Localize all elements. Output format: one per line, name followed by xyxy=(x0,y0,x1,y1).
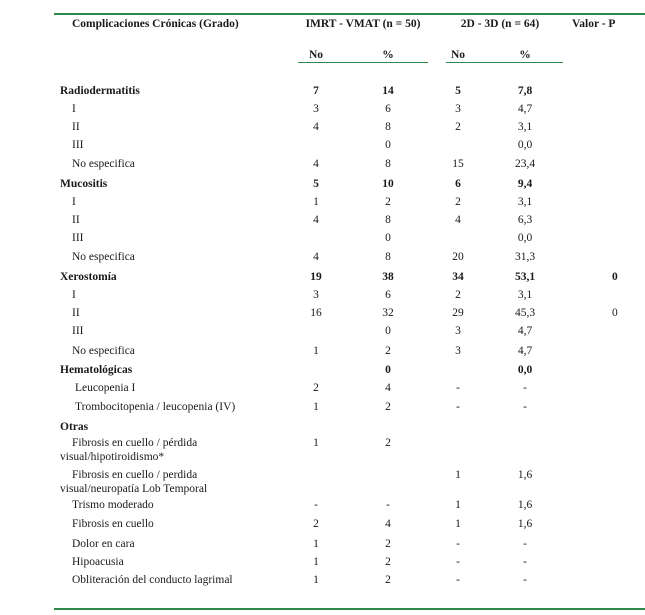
cell-c4: - xyxy=(523,574,527,586)
row-label: III xyxy=(72,232,84,244)
cell-c4: 23,4 xyxy=(514,158,536,170)
cell-c2: - xyxy=(386,499,390,511)
row-label: Leucopenia I xyxy=(75,382,136,394)
cell-c1: 1 xyxy=(313,196,319,208)
cell-c4: 45,3 xyxy=(514,307,536,319)
cell-c4: 4,7 xyxy=(517,103,533,115)
row-label: Hematológicas xyxy=(60,364,133,376)
row-label: Radiodermatitis xyxy=(60,85,140,97)
cell-c3: 2 xyxy=(455,196,461,208)
row-label: III xyxy=(72,325,84,337)
cell-c2: 2 xyxy=(385,345,391,357)
row-label: Trombocitopenia / leucopenia (IV) xyxy=(75,401,236,413)
cell-c4: 7,8 xyxy=(517,85,533,97)
cell-c4: 0,0 xyxy=(517,232,533,244)
table-bottom-rule xyxy=(54,608,645,610)
row-label: Fibrosis en cuello xyxy=(72,518,154,530)
row-label: Xerostomía xyxy=(60,271,117,283)
row-label: No especifica xyxy=(72,158,135,170)
cell-c1: 1 xyxy=(313,437,319,449)
cell-c3: 1 xyxy=(455,518,461,530)
cell-c4: 0,0 xyxy=(517,139,533,151)
header-complications: Complicaciones Crónicas (Grado) xyxy=(72,18,239,30)
cell-c3: 5 xyxy=(455,85,461,97)
cell-c3: - xyxy=(456,538,460,550)
row-label: Otras xyxy=(60,421,89,433)
cell-c3: 34 xyxy=(452,271,464,283)
cell-c3: 1 xyxy=(455,499,461,511)
header-imrt-vmat: IMRT - VMAT (n = 50) xyxy=(305,18,421,30)
row-label: II xyxy=(72,121,80,133)
row-label: I xyxy=(72,289,76,301)
row-label: Trismo moderado xyxy=(72,499,154,511)
cell-c2: 2 xyxy=(385,437,391,449)
subheader-pct-imrt: % xyxy=(382,49,394,61)
cell-c3: 2 xyxy=(455,289,461,301)
cell-c4: - xyxy=(523,382,527,394)
cell-c3: 3 xyxy=(455,325,461,337)
row-label: II xyxy=(72,307,80,319)
cell-c2: 32 xyxy=(382,307,394,319)
cell-c1: 4 xyxy=(313,121,319,133)
cell-c1: 2 xyxy=(313,518,319,530)
cell-c1: 1 xyxy=(313,345,319,357)
cell-c4: 1,6 xyxy=(517,518,533,530)
cell-c2: 8 xyxy=(385,214,391,226)
row-label: I xyxy=(72,196,76,208)
cell-c3: - xyxy=(456,382,460,394)
cell-c4: 3,1 xyxy=(517,121,533,133)
imrt-header-rule xyxy=(298,62,428,63)
cell-c3: 2 xyxy=(455,121,461,133)
cell-c3: 15 xyxy=(452,158,464,170)
cell-c3: - xyxy=(456,556,460,568)
cell-p-value: 0 xyxy=(612,271,618,283)
cell-c1: 2 xyxy=(313,382,319,394)
cell-c1: 3 xyxy=(313,289,319,301)
cell-c4: - xyxy=(523,556,527,568)
row-label: II xyxy=(72,214,80,226)
cell-c4: 3,1 xyxy=(517,196,533,208)
cell-c2: 2 xyxy=(385,401,391,413)
subheader-no-2d3d: No xyxy=(450,49,466,61)
cell-c1: 1 xyxy=(313,574,319,586)
cell-c3: 3 xyxy=(455,103,461,115)
cell-c2: 6 xyxy=(385,103,391,115)
cell-c3: - xyxy=(456,574,460,586)
cell-c2: 8 xyxy=(385,121,391,133)
row-label: Obliteración del conducto lagrimal xyxy=(72,574,233,586)
cell-c4: 0,0 xyxy=(517,364,533,376)
cell-c1: 1 xyxy=(313,538,319,550)
cell-c2: 2 xyxy=(385,196,391,208)
header-2d-3d: 2D - 3D (n = 64) xyxy=(460,18,540,30)
row-label: I xyxy=(72,103,76,115)
cell-c1: 4 xyxy=(313,214,319,226)
cell-c4: 6,3 xyxy=(517,214,533,226)
cell-c1: 16 xyxy=(310,307,322,319)
cell-c4: 9,4 xyxy=(517,178,533,190)
cell-c1: 5 xyxy=(313,178,319,190)
cell-c2: 4 xyxy=(385,518,391,530)
cell-c3: 20 xyxy=(452,251,464,263)
cell-c2: 6 xyxy=(385,289,391,301)
table-top-rule xyxy=(54,13,645,15)
cell-c4: - xyxy=(523,538,527,550)
cell-c2: 0 xyxy=(385,364,391,376)
cell-c3: 1 xyxy=(455,469,461,481)
cell-c1: 19 xyxy=(310,271,322,283)
cell-c3: 3 xyxy=(455,345,461,357)
row-label: III xyxy=(72,139,84,151)
2d3d-header-rule xyxy=(446,62,563,63)
cell-c4: 53,1 xyxy=(514,271,536,283)
cell-c2: 8 xyxy=(385,251,391,263)
cell-p-value: 0 xyxy=(612,307,618,319)
row-label: Mucositis xyxy=(60,178,108,190)
row-label: Fibrosis en cuello / pérdida visual/hipotiroidismo* xyxy=(60,437,198,463)
cell-c2: 2 xyxy=(385,574,391,586)
cell-c1: 1 xyxy=(313,556,319,568)
cell-c3: 6 xyxy=(455,178,461,190)
cell-c4: - xyxy=(523,401,527,413)
cell-c2: 4 xyxy=(385,382,391,394)
cell-c1: 4 xyxy=(313,251,319,263)
row-label: No especifica xyxy=(72,345,135,357)
subheader-no-imrt: No xyxy=(308,49,324,61)
cell-c2: 0 xyxy=(385,232,391,244)
cell-c2: 14 xyxy=(382,85,394,97)
cell-c1: 1 xyxy=(313,401,319,413)
cell-c1: - xyxy=(314,499,318,511)
cell-c2: 0 xyxy=(385,325,391,337)
subheader-pct-2d3d: % xyxy=(519,49,531,61)
cell-c3: 29 xyxy=(452,307,464,319)
cell-c2: 38 xyxy=(382,271,394,283)
cell-c2: 0 xyxy=(385,139,391,151)
header-p-value: Valor - P xyxy=(572,18,616,30)
cell-c4: 31,3 xyxy=(514,251,536,263)
cell-c4: 4,7 xyxy=(517,325,533,337)
row-label: No especifica xyxy=(72,251,135,263)
cell-c4: 1,6 xyxy=(517,469,533,481)
cell-c2: 2 xyxy=(385,538,391,550)
cell-c3: 4 xyxy=(455,214,461,226)
cell-c1: 7 xyxy=(313,85,319,97)
cell-c3: - xyxy=(456,401,460,413)
cell-c2: 8 xyxy=(385,158,391,170)
cell-c4: 1,6 xyxy=(517,499,533,511)
cell-c1: 3 xyxy=(313,103,319,115)
cell-c2: 2 xyxy=(385,556,391,568)
cell-c2: 10 xyxy=(382,178,394,190)
row-label: Dolor en cara xyxy=(72,538,135,550)
row-label: Fibrosis en cuello / perdida visual/neuropatía Lob Temporal xyxy=(60,469,208,495)
row-label: Hipoacusia xyxy=(72,556,124,568)
cell-c4: 3,1 xyxy=(517,289,533,301)
cell-c4: 4,7 xyxy=(517,345,533,357)
cell-c1: 4 xyxy=(313,158,319,170)
